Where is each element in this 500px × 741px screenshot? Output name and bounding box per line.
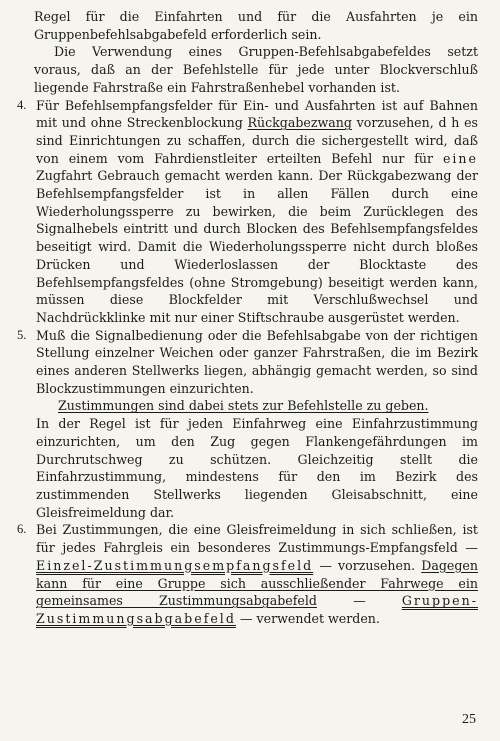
- text-run: Zugfahrt Gebrauch gemacht werden kann. Der Rückgabezwang der Befehlsempfangsfelder ist in allen Fällen durch eine Wiederholungssperre zu bewirken, die beim Zurücklegen des Signalhebels eintritt und durch Blocken des Befehlsempfangsfeldes beseitigt wird. Damit die Wiederholungssperre nicht durch bloßes Drücken und Wiederloslassen der Blocktaste des Befehlsempfangsfeldes (ohne Stromgebung) beseitigt werden kann, müssen diese Blockfelder mit Verschlußwechsel und Nachdrückklinke mit nur einer Stiftschraube ausgerüstet werden.: [36, 168, 478, 325]
- underlined-rule: Zustimmungen sind dabei stets zur Befehlstelle zu geben.: [58, 398, 429, 414]
- intro-paragraph-1: Regel für die Einfahrten und für die Ausfahrten je ein Gruppenbefehlsabgabefeld erforderlich sein.: [34, 9, 478, 42]
- intro-paragraph-2: Die Verwendung eines Gruppen-Befehlsabgabefeldes setzt voraus, daß an der Befehlstelle für jede unter Blockverschluß liegende Fahrstraße ein Fahrstraßenhebel vorhanden ist.: [34, 44, 478, 95]
- section-5-rule: [36, 397, 478, 415]
- emphasized-word: eine: [442, 150, 478, 166]
- section-4-text: [36, 97, 478, 327]
- section-number: 5.: [17, 327, 27, 342]
- body-text: [17, 8, 478, 628]
- section-4: [17, 97, 478, 327]
- underlined-term: Gruppen-Zustimmungsabgabefeld: [36, 593, 478, 626]
- text-run: —: [316, 593, 402, 609]
- section-6-text: [36, 521, 478, 627]
- section-5: [17, 327, 478, 522]
- text-run: Bei Zustimmungen, die eine Gleisfreimeldung in sich schließen, ist für jedes Fahrgleis ein besonderes Zustimmungs-Empfangsfeld —: [36, 522, 478, 556]
- page-number: 25: [462, 712, 476, 727]
- text-run: — vorzusehen.: [313, 557, 422, 573]
- text-run: Muß die Signalbedienung oder die Befehlsabgabe von der richtigen Stellung einzelner Weichen oder ganzer Fahrstraßen, die im Bezirk eines anderen Stellwerks liegen, abhängig gemacht werden, so sind Blockzustimmungen einzurichten.: [36, 327, 478, 396]
- text-run: Für Befehlsempfangsfelder für Ein- und Ausfahrten ist auf Bahnen mit und ohne Streckenblockung: [36, 97, 478, 131]
- section-number: 4.: [17, 97, 27, 112]
- text-run: — verwendet werden.: [235, 610, 380, 626]
- underlined-term: Rückgabezwang: [247, 115, 352, 131]
- section-number: 6.: [17, 522, 27, 537]
- text-run: vorzusehen, d h es sind Einrichtungen zu schaffen, durch die sichergestellt wird, daß von einem vom Fahrdienstleiter erteilten Befehl nur für: [36, 115, 478, 166]
- section-5-text: [36, 327, 478, 398]
- underlined-term: Einzel-Zustimmungsempfangsfeld: [36, 557, 314, 573]
- section-6: [17, 521, 478, 627]
- text-run: In der Regel ist für jeden Einfahrweg eine Einfahrzustimmung einzurichten, um den Zug gegen Flankengefährdungen im Durchrutschweg zu schützen. Gleichzeitig stellt die Einfahrzustimmung, mindestens für den im Bezirk des zustimmenden Stellwerks liegenden Gleisabschnitt, eine Gleisfreimeldung dar.: [36, 416, 478, 520]
- underlined-phrase: Dagegen kann für eine Gruppe sich ausschließender Fahrwege ein gemeinsames Zustimmungsabgabefeld: [36, 557, 478, 609]
- section-5-text-2: [36, 415, 478, 521]
